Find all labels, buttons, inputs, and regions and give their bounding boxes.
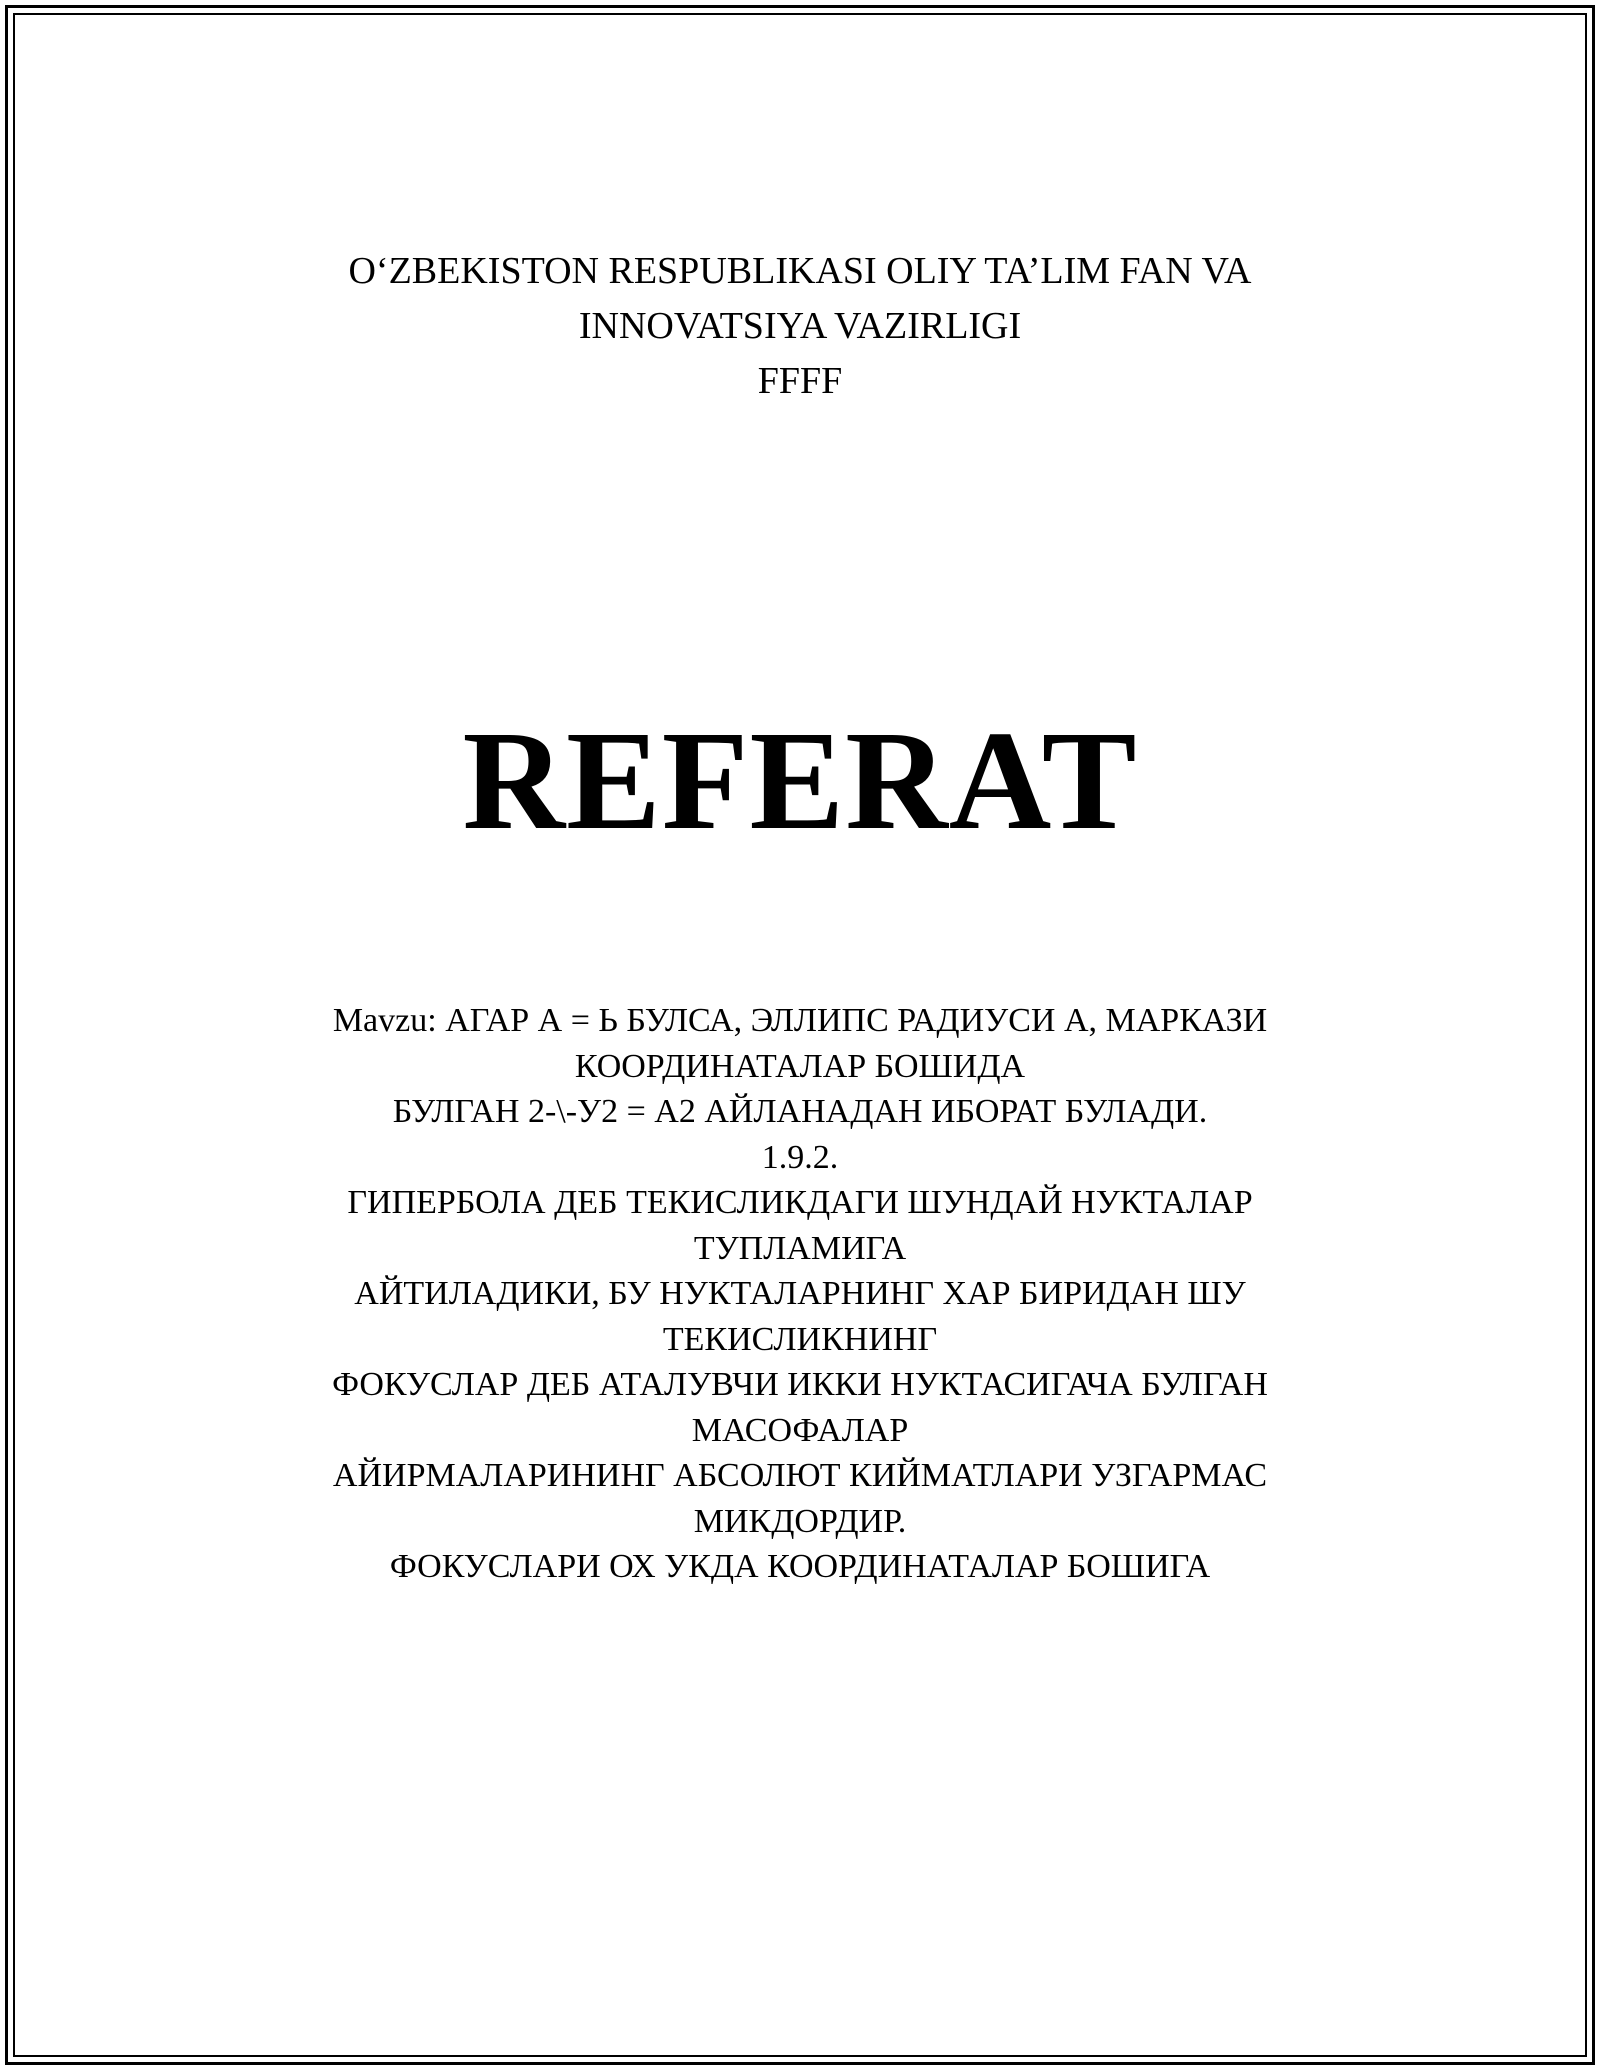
institution-line: FFFF xyxy=(757,360,843,402)
topic-line: Mavzu: АГАР А = Ь БУЛСА, ЭЛЛИПС РАДИУСИ А, МАРКАЗИ xyxy=(332,1002,1268,1039)
topic-line: ТУПЛАМИГА xyxy=(693,1229,907,1267)
topic-line: МАСОФАЛАР xyxy=(691,1411,909,1449)
ministry-line: INNOVATSIYA VAZIRLIGI xyxy=(578,305,1022,347)
topic-line: КООРДИНАТАЛАР БОШИДА xyxy=(574,1047,1026,1085)
topic-line: ГИПЕРБОЛА ДЕБ ТЕКИСЛИКДАГИ ШУНДАЙ НУКТАЛАР xyxy=(347,1184,1253,1221)
topic-line: ФОКУСЛАРИ ОХ УКДА КООРДИНАТАЛАР БОШИГА xyxy=(389,1548,1211,1585)
topic-line: ТЕКИСЛИКНИНГ xyxy=(662,1320,938,1358)
document-title: REFERAT xyxy=(462,701,1138,859)
topic-line: БУЛГАН 2-\-У2 = А2 АЙЛАНАДАН ИБОРАТ БУЛАДИ. xyxy=(392,1093,1208,1130)
topic-line: 1.9.2. xyxy=(761,1138,839,1176)
ministry-header xyxy=(0,244,1600,409)
ministry-line: O‘ZBEKISTON RESPUBLIKASI OLIY TA’LIM FAN VA xyxy=(348,250,1252,292)
topic-line: ФОКУСЛАР ДЕБ АТАЛУВЧИ ИККИ НУКТАСИГАЧА БУЛГАН xyxy=(332,1366,1268,1403)
topic-line: АЙИРМАЛАРИНИНГ АБСОЛЮТ КИЙМАТЛАРИ УЗГАРМАС xyxy=(332,1457,1268,1494)
topic-block xyxy=(0,998,1600,1590)
topic-line: МИКДОРДИР. xyxy=(693,1502,907,1540)
topic-line: АЙТИЛАДИКИ, БУ НУКТАЛАРНИНГ ХАР БИРИДАН ШУ xyxy=(354,1275,1246,1312)
